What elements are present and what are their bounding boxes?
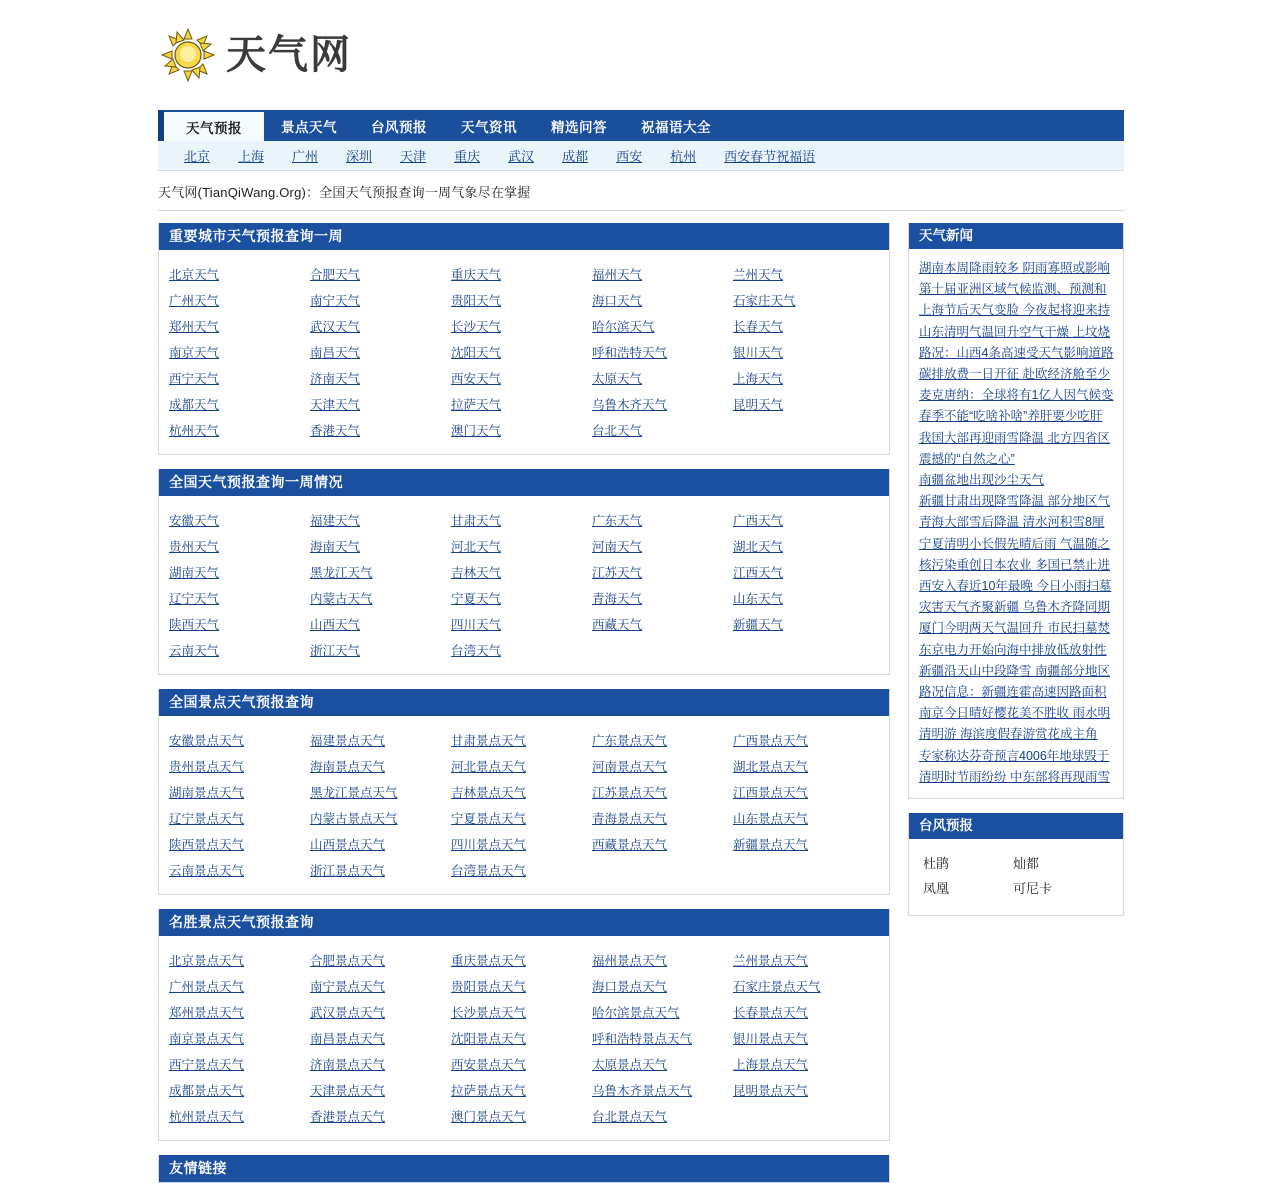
weather-link[interactable]: 重庆天气 [451,268,502,282]
weather-link[interactable]: 银川天气 [733,346,784,360]
news-link[interactable]: 山东清明气温回升空气干燥 上坟烧 [919,324,1110,339]
section-panel-0 [158,223,890,455]
weather-link[interactable]: 拉萨天气 [451,398,502,412]
weather-link[interactable]: 福建天气 [310,514,361,528]
news-link[interactable]: 新疆沿天山中段降雪 南疆部分地区 [919,663,1110,678]
weather-link[interactable]: 海南天气 [310,540,361,554]
section-link-grid-3 [159,948,889,1130]
weather-link[interactable]: 长沙天气 [451,320,502,334]
weather-link[interactable]: 武汉天气 [310,320,361,334]
news-link[interactable]: 南疆盆地出现沙尘天气 [919,473,1045,488]
weather-link[interactable]: 海口天气 [592,294,643,308]
weather-link[interactable]: 吉林天气 [451,566,502,580]
section-title-1: 全国天气预报查询一周情况 [159,469,889,496]
logo-text: 天气网 [226,33,352,77]
weather-link[interactable]: 昆明天气 [733,398,784,412]
nav-tab-2[interactable]: 台风预报 [371,119,427,135]
weather-link[interactable]: 宁夏天气 [451,592,502,606]
nav-tab-0[interactable]: 天气预报 [164,110,264,141]
weather-link[interactable]: 福州天气 [592,268,643,282]
weather-link[interactable]: 呼和浩特天气 [592,346,668,360]
weather-link[interactable]: 江西天气 [733,566,784,580]
weather-link[interactable]: 天津天气 [310,398,361,412]
nav-city-link-9[interactable]: 杭州 [670,149,697,164]
weather-link[interactable]: 内蒙古天气 [310,592,373,606]
weather-link[interactable]: 台北天气 [592,424,643,438]
weather-link[interactable]: 湖南景点天气 [169,786,245,800]
content-area [158,210,1124,1155]
weather-link[interactable]: 吉林景点天气 [451,786,527,800]
weather-link[interactable]: 澳门景点天气 [451,1110,527,1124]
weather-link[interactable]: 湖南天气 [169,566,220,580]
clipped-panel-title: 友情链接 [159,1155,889,1182]
weather-link[interactable]: 呼和浩特景点天气 [592,1032,693,1046]
weather-link[interactable]: 天津景点天气 [310,1084,386,1098]
news-link[interactable]: 我国大部再迎雨雪降温 北方四省区 [919,430,1110,445]
weather-link[interactable]: 广东景点天气 [592,734,668,748]
nav-city-link-6[interactable]: 武汉 [508,149,535,164]
section-panel-2 [158,689,890,895]
weather-link[interactable]: 重庆景点天气 [451,954,527,968]
weather-link[interactable]: 辽宁景点天气 [169,812,245,826]
section-title-3: 名胜景点天气预报查询 [159,909,889,936]
weather-link[interactable]: 沈阳景点天气 [451,1032,527,1046]
weather-link[interactable]: 安徽景点天气 [169,734,245,748]
weather-link[interactable]: 澳门天气 [451,424,502,438]
news-link[interactable]: 新疆甘肃出现降雪降温 部分地区气 [919,494,1110,509]
weather-link[interactable]: 南昌景点天气 [310,1032,386,1046]
nav-city-link-3[interactable]: 深圳 [346,149,373,164]
weather-link[interactable]: 台北景点天气 [592,1110,668,1124]
site-header [0,0,1280,110]
news-link[interactable]: 春季不能“吃啥补啥”养肝要少吃肝 [919,409,1103,424]
sun-icon [160,27,216,83]
news-link[interactable]: 核污染重创日本农业 多国已禁止进 [919,557,1110,572]
weather-link[interactable]: 海口景点天气 [592,980,668,994]
weather-link[interactable]: 安徽天气 [169,514,220,528]
weather-link[interactable]: 兰州天气 [733,268,784,282]
weather-link[interactable]: 乌鲁木齐景点天气 [592,1084,693,1098]
news-link[interactable]: 碳排放费一日开征 赴欧经济舱至少 [919,367,1110,382]
weather-link[interactable]: 湖北景点天气 [733,760,809,774]
weather-link[interactable]: 长春天气 [733,320,784,334]
news-link[interactable]: 麦克唐纳：全球将有1亿人因气候变 [919,388,1114,403]
weather-link[interactable]: 兰州景点天气 [733,954,809,968]
weather-link[interactable]: 太原景点天气 [592,1058,668,1072]
weather-link[interactable]: 拉萨景点天气 [451,1084,527,1098]
weather-link[interactable]: 郑州景点天气 [169,1006,245,1020]
news-link[interactable]: 东京电力开始向海中排放低放射性 [919,642,1107,657]
news-link[interactable]: 湖南本周降雨较多 阴雨寡照或影响 [919,261,1110,275]
typhoon-list [909,839,1123,915]
sidebar-column [908,223,1124,930]
nav-tab-4[interactable]: 精选问答 [551,119,607,135]
clipped-bottom-panel [158,1155,890,1183]
weather-link[interactable]: 济南景点天气 [310,1058,386,1072]
weather-link[interactable]: 广西天气 [733,514,784,528]
nav-city-link-2[interactable]: 广州 [292,149,319,164]
weather-link[interactable]: 西藏天气 [592,618,643,632]
nav-city-link-4[interactable]: 天津 [400,149,427,164]
weather-link[interactable]: 台湾景点天气 [451,864,527,878]
nav-city-link-10[interactable]: 西安春节祝福语 [724,149,816,164]
main-column [158,223,890,1155]
weather-link[interactable]: 西藏景点天气 [592,838,668,852]
weather-link[interactable]: 广西景点天气 [733,734,809,748]
typhoon-name-alt: 可尼卡 [1013,881,1053,897]
weather-link[interactable]: 山东天气 [733,592,784,606]
section-panel-3 [158,909,890,1141]
weather-link[interactable]: 成都景点天气 [169,1084,245,1098]
weather-link[interactable]: 黑龙江天气 [310,566,373,580]
weather-link[interactable]: 甘肃景点天气 [451,734,527,748]
weather-link[interactable]: 山西天气 [310,618,361,632]
site-tagline: 天气网(TianQiWang.Org)：全国天气预报查询一周气象尽在掌握 [158,185,531,200]
news-link[interactable]: 震撼的“自然之心” [919,451,1015,466]
weather-link[interactable]: 香港天气 [310,424,361,438]
weather-link[interactable]: 新疆景点天气 [733,838,809,852]
weather-link[interactable]: 银川景点天气 [733,1032,809,1046]
typhoon-name-cn: 杜鹃 [923,856,950,872]
section-link-grid-0 [159,262,889,444]
weather-link[interactable]: 江苏天气 [592,566,643,580]
news-link[interactable]: 西安入春近10年最晚 今日小雨扫墓 [919,579,1112,594]
weather-link[interactable]: 西宁景点天气 [169,1058,245,1072]
weather-link[interactable]: 河南天气 [592,540,643,554]
nav-city-link-7[interactable]: 成都 [562,149,589,164]
news-link[interactable]: 宁夏清明小长假先晴后雨 气温随之 [919,536,1110,551]
news-link[interactable]: 上海节后天气变脸 今夜起将迎来持 [919,303,1110,318]
nav-tab-3[interactable]: 天气资讯 [461,119,517,135]
weather-link[interactable]: 江西景点天气 [733,786,809,800]
nav-city-link-8[interactable]: 西安 [616,149,643,164]
nav-primary [158,110,1124,141]
weather-link[interactable]: 福州景点天气 [592,954,668,968]
nav-tab-5[interactable]: 祝福语大全 [641,119,711,135]
weather-link[interactable]: 上海天气 [733,372,784,386]
weather-link[interactable]: 青海天气 [592,592,643,606]
typhoon-title: 台风预报 [909,813,1123,839]
weather-link[interactable]: 河北景点天气 [451,760,527,774]
weather-news-panel [908,223,1124,799]
weather-link[interactable]: 哈尔滨景点天气 [592,1006,680,1020]
weather-link[interactable]: 宁夏景点天气 [451,812,527,826]
section-link-grid-1 [159,508,889,664]
nav-city-link-0[interactable]: 北京 [184,149,211,164]
typhoon-row [923,851,1113,876]
nav-city-link-1[interactable]: 上海 [238,149,265,164]
weather-news-title: 天气新闻 [909,223,1123,249]
weather-link[interactable]: 南宁景点天气 [310,980,386,994]
weather-link[interactable]: 杭州天气 [169,424,220,438]
news-link[interactable]: 路况：山西4条高速受天气影响道路 [919,345,1114,360]
weather-link[interactable]: 河北天气 [451,540,502,554]
weather-link[interactable]: 北京景点天气 [169,954,245,968]
section-title-2: 全国景点天气预报查询 [159,689,889,716]
weather-link[interactable]: 四川天气 [451,618,502,632]
weather-link[interactable]: 长春景点天气 [733,1006,809,1020]
navigation [158,110,1124,171]
weather-link[interactable]: 云南天气 [169,644,220,658]
section-panel-1 [158,469,890,675]
weather-link[interactable]: 沈阳天气 [451,346,502,360]
nav-tab-1[interactable]: 景点天气 [281,119,337,135]
weather-news-list [919,258,1113,788]
weather-link[interactable]: 长沙景点天气 [451,1006,527,1020]
nav-city-link-5[interactable]: 重庆 [454,149,481,164]
weather-link[interactable]: 石家庄景点天气 [733,980,821,994]
weather-link[interactable]: 新疆天气 [733,618,784,632]
weather-link[interactable]: 浙江景点天气 [310,864,386,878]
site-logo[interactable] [160,27,352,83]
weather-link[interactable]: 甘肃天气 [451,514,502,528]
weather-link[interactable]: 山东景点天气 [733,812,809,826]
weather-link[interactable]: 西安天气 [451,372,502,386]
weather-link[interactable]: 武汉景点天气 [310,1006,386,1020]
weather-link[interactable]: 辽宁天气 [169,592,220,606]
weather-link[interactable]: 郑州天气 [169,320,220,334]
weather-link[interactable]: 台湾天气 [451,644,502,658]
weather-link[interactable]: 浙江天气 [310,644,361,658]
news-link[interactable]: 路况信息：新疆连霍高速因路面积 [919,685,1107,700]
weather-link[interactable]: 合肥景点天气 [310,954,386,968]
weather-link[interactable]: 上海景点天气 [733,1058,809,1072]
weather-link[interactable]: 黑龙江景点天气 [310,786,398,800]
weather-link[interactable]: 乌鲁木齐天气 [592,398,668,412]
weather-link[interactable]: 昆明景点天气 [733,1084,809,1098]
weather-link[interactable]: 香港景点天气 [310,1110,386,1124]
weather-link[interactable]: 福建景点天气 [310,734,386,748]
typhoon-name-alt: 灿都 [1013,856,1040,872]
weather-link[interactable]: 四川景点天气 [451,838,527,852]
weather-link[interactable]: 贵州景点天气 [169,760,245,774]
weather-link[interactable]: 贵阳天气 [451,294,502,308]
news-link[interactable]: 第十届亚洲区域气候监测、预测和 [919,282,1107,297]
weather-link[interactable]: 西宁天气 [169,372,220,386]
section-link-grid-2 [159,728,889,884]
weather-link[interactable]: 南昌天气 [310,346,361,360]
weather-link[interactable]: 贵州天气 [169,540,220,554]
weather-link[interactable]: 贵阳景点天气 [451,980,527,994]
weather-link[interactable]: 山西景点天气 [310,838,386,852]
weather-link[interactable]: 南京景点天气 [169,1032,245,1046]
news-link[interactable]: 清明游 海滨度假春游赏花成主角 [919,727,1098,742]
weather-link[interactable]: 海南景点天气 [310,760,386,774]
weather-link[interactable]: 内蒙古景点天气 [310,812,398,826]
weather-link[interactable]: 济南天气 [310,372,361,386]
weather-link[interactable]: 西安景点天气 [451,1058,527,1072]
weather-link[interactable]: 湖北天气 [733,540,784,554]
weather-link[interactable]: 杭州景点天气 [169,1110,245,1124]
weather-link[interactable]: 河南景点天气 [592,760,668,774]
weather-link[interactable]: 广东天气 [592,514,643,528]
weather-link[interactable]: 哈尔滨天气 [592,320,655,334]
news-link[interactable]: 清明时节雨纷纷 中东部将再现雨雪 [919,769,1110,784]
news-link[interactable]: 青海大部雪后降温 清水河积雪8厘 [919,515,1105,530]
news-link[interactable]: 南京今日晴好樱花美不胜收 雨水明 [919,706,1110,721]
weather-link[interactable]: 陕西天气 [169,618,220,632]
weather-link[interactable]: 陕西景点天气 [169,838,245,852]
typhoon-row [923,876,1113,901]
typhoon-name-cn: 凤凰 [923,881,950,897]
weather-link[interactable]: 北京天气 [169,268,220,282]
weather-link[interactable]: 广州天气 [169,294,220,308]
weather-link[interactable]: 南京天气 [169,346,220,360]
nav-secondary [158,141,1124,171]
news-link[interactable]: 灾害天气齐聚新疆 乌鲁木齐降同期 [919,600,1110,615]
news-link[interactable]: 厦门今明两天气温回升 市民扫墓焚 [919,621,1110,636]
weather-link[interactable]: 南宁天气 [310,294,361,308]
section-title-0: 重要城市天气预报查询一周 [159,223,889,250]
weather-link[interactable]: 广州景点天气 [169,980,245,994]
weather-link[interactable]: 成都天气 [169,398,220,412]
news-link[interactable]: 专家称达芬奇预言4006年地球毁于 [919,748,1110,763]
weather-link[interactable]: 合肥天气 [310,268,361,282]
weather-link[interactable]: 云南景点天气 [169,864,245,878]
weather-link[interactable]: 石家庄天气 [733,294,796,308]
weather-link[interactable]: 江苏景点天气 [592,786,668,800]
weather-link[interactable]: 青海景点天气 [592,812,668,826]
weather-link[interactable]: 太原天气 [592,372,643,386]
typhoon-panel [908,813,1124,916]
